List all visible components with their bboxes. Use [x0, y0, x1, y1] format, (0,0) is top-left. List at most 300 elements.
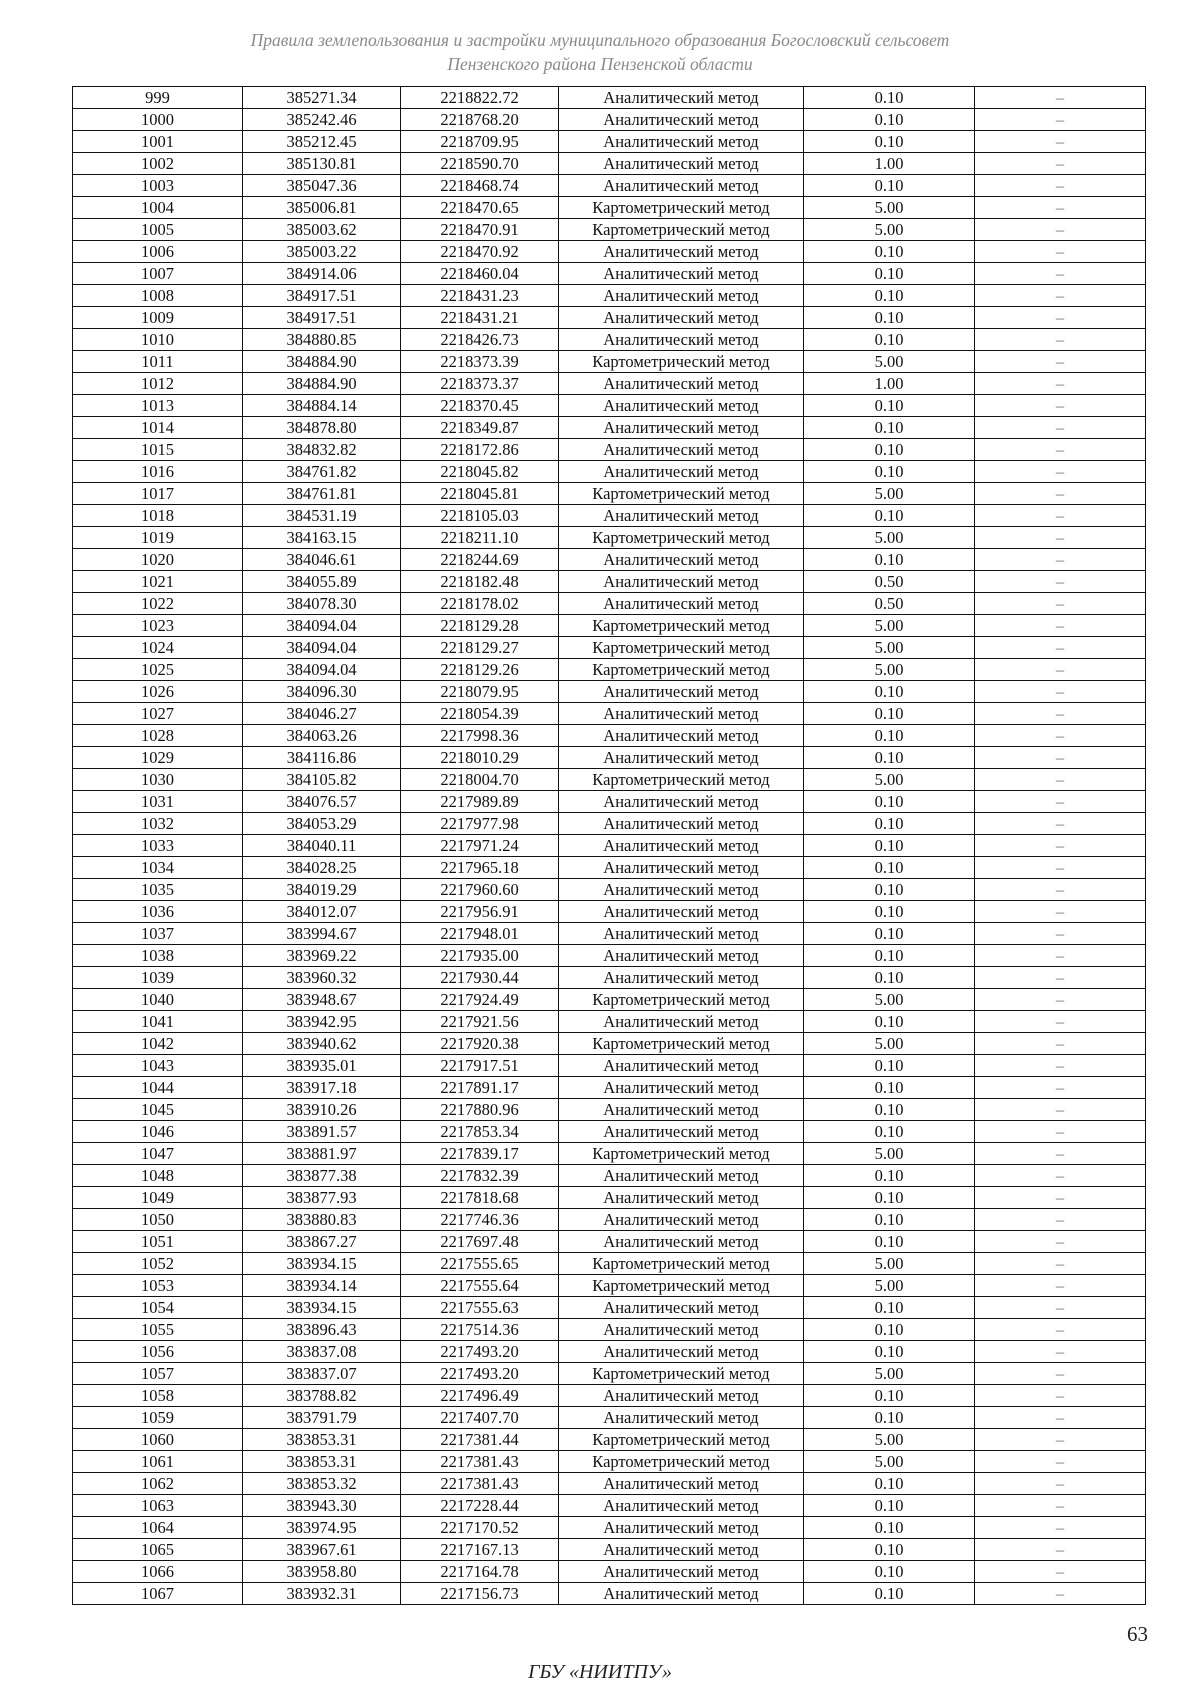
x-coordinate-cell: 384880.85 — [243, 329, 401, 351]
method-cell: Аналитический метод — [559, 307, 804, 329]
point-number-cell: 1040 — [73, 989, 243, 1011]
accuracy-cell: 0.10 — [804, 1583, 975, 1605]
table-row — [73, 197, 1146, 219]
note-cell: – — [975, 1231, 1146, 1253]
point-number-cell: 1038 — [73, 945, 243, 967]
point-number-cell: 1052 — [73, 1253, 243, 1275]
x-coordinate-cell: 384012.07 — [243, 901, 401, 923]
y-coordinate-cell: 2217956.91 — [401, 901, 559, 923]
point-number-cell: 1041 — [73, 1011, 243, 1033]
method-cell: Аналитический метод — [559, 1319, 804, 1341]
method-cell: Картометрический метод — [559, 1143, 804, 1165]
accuracy-cell: 0.10 — [804, 967, 975, 989]
x-coordinate-cell: 383934.14 — [243, 1275, 401, 1297]
y-coordinate-cell: 2218822.72 — [401, 87, 559, 109]
point-number-cell: 1039 — [73, 967, 243, 989]
accuracy-cell: 0.10 — [804, 1187, 975, 1209]
method-cell: Аналитический метод — [559, 1495, 804, 1517]
table-row — [73, 659, 1146, 681]
method-cell: Аналитический метод — [559, 813, 804, 835]
x-coordinate-cell: 385047.36 — [243, 175, 401, 197]
x-coordinate-cell: 383948.67 — [243, 989, 401, 1011]
table-row — [73, 967, 1146, 989]
table-row — [73, 571, 1146, 593]
method-cell: Аналитический метод — [559, 373, 804, 395]
note-cell: – — [975, 285, 1146, 307]
x-coordinate-cell: 383853.31 — [243, 1429, 401, 1451]
point-number-cell: 1001 — [73, 131, 243, 153]
point-number-cell: 1006 — [73, 241, 243, 263]
accuracy-cell: 0.10 — [804, 1341, 975, 1363]
accuracy-cell: 0.10 — [804, 857, 975, 879]
accuracy-cell: 1.00 — [804, 153, 975, 175]
y-coordinate-cell: 2218768.20 — [401, 109, 559, 131]
table-row — [73, 263, 1146, 285]
accuracy-cell: 0.10 — [804, 1495, 975, 1517]
x-coordinate-cell: 383837.08 — [243, 1341, 401, 1363]
table-row — [73, 747, 1146, 769]
method-cell: Картометрический метод — [559, 1253, 804, 1275]
accuracy-cell: 0.10 — [804, 1011, 975, 1033]
y-coordinate-cell: 2217228.44 — [401, 1495, 559, 1517]
method-cell: Аналитический метод — [559, 87, 804, 109]
x-coordinate-cell: 384878.80 — [243, 417, 401, 439]
y-coordinate-cell: 2217948.01 — [401, 923, 559, 945]
note-cell: – — [975, 1275, 1146, 1297]
y-coordinate-cell: 2217555.65 — [401, 1253, 559, 1275]
x-coordinate-cell: 384094.04 — [243, 615, 401, 637]
method-cell: Аналитический метод — [559, 1539, 804, 1561]
note-cell: – — [975, 153, 1146, 175]
accuracy-cell: 0.10 — [804, 285, 975, 307]
table-row — [73, 373, 1146, 395]
point-number-cell: 1004 — [73, 197, 243, 219]
x-coordinate-cell: 383880.83 — [243, 1209, 401, 1231]
table-row — [73, 1495, 1146, 1517]
x-coordinate-cell: 384884.90 — [243, 351, 401, 373]
point-number-cell: 1033 — [73, 835, 243, 857]
method-cell: Аналитический метод — [559, 1341, 804, 1363]
x-coordinate-cell: 383943.30 — [243, 1495, 401, 1517]
point-number-cell: 1005 — [73, 219, 243, 241]
table-row — [73, 1385, 1146, 1407]
table-row — [73, 1209, 1146, 1231]
point-number-cell: 1003 — [73, 175, 243, 197]
accuracy-cell: 0.10 — [804, 1055, 975, 1077]
accuracy-cell: 5.00 — [804, 615, 975, 637]
accuracy-cell: 0.10 — [804, 703, 975, 725]
method-cell: Аналитический метод — [559, 1407, 804, 1429]
note-cell: – — [975, 1561, 1146, 1583]
method-cell: Аналитический метод — [559, 901, 804, 923]
note-cell: – — [975, 725, 1146, 747]
x-coordinate-cell: 385003.22 — [243, 241, 401, 263]
note-cell: – — [975, 197, 1146, 219]
note-cell: – — [975, 175, 1146, 197]
page-footer: ГБУ «НИИТПУ» — [528, 1661, 672, 1683]
method-cell: Аналитический метод — [559, 1121, 804, 1143]
accuracy-cell: 0.10 — [804, 725, 975, 747]
table-row — [73, 87, 1146, 109]
accuracy-cell: 5.00 — [804, 483, 975, 505]
method-cell: Аналитический метод — [559, 835, 804, 857]
note-cell: – — [975, 1341, 1146, 1363]
note-cell: – — [975, 483, 1146, 505]
table-row — [73, 1165, 1146, 1187]
table-row — [73, 153, 1146, 175]
accuracy-cell: 5.00 — [804, 351, 975, 373]
method-cell: Картометрический метод — [559, 1451, 804, 1473]
table-row — [73, 483, 1146, 505]
point-number-cell: 1014 — [73, 417, 243, 439]
y-coordinate-cell: 2217555.64 — [401, 1275, 559, 1297]
accuracy-cell: 0.10 — [804, 1561, 975, 1583]
x-coordinate-cell: 384094.04 — [243, 659, 401, 681]
table-row — [73, 549, 1146, 571]
x-coordinate-cell: 384914.06 — [243, 263, 401, 285]
x-coordinate-cell: 384046.27 — [243, 703, 401, 725]
x-coordinate-cell: 383853.32 — [243, 1473, 401, 1495]
method-cell: Аналитический метод — [559, 1209, 804, 1231]
table-row — [73, 637, 1146, 659]
y-coordinate-cell: 2217164.78 — [401, 1561, 559, 1583]
x-coordinate-cell: 383974.95 — [243, 1517, 401, 1539]
point-number-cell: 1037 — [73, 923, 243, 945]
point-number-cell: 1065 — [73, 1539, 243, 1561]
accuracy-cell: 0.10 — [804, 813, 975, 835]
y-coordinate-cell: 2218129.26 — [401, 659, 559, 681]
point-number-cell: 1056 — [73, 1341, 243, 1363]
method-cell: Аналитический метод — [559, 241, 804, 263]
point-number-cell: 1026 — [73, 681, 243, 703]
note-cell: – — [975, 1209, 1146, 1231]
point-number-cell: 1035 — [73, 879, 243, 901]
accuracy-cell: 5.00 — [804, 527, 975, 549]
y-coordinate-cell: 2217977.98 — [401, 813, 559, 835]
x-coordinate-cell: 384917.51 — [243, 307, 401, 329]
table-row — [73, 615, 1146, 637]
note-cell: – — [975, 417, 1146, 439]
y-coordinate-cell: 2218045.81 — [401, 483, 559, 505]
accuracy-cell: 5.00 — [804, 219, 975, 241]
note-cell: – — [975, 351, 1146, 373]
accuracy-cell: 5.00 — [804, 1253, 975, 1275]
table-row — [73, 813, 1146, 835]
accuracy-cell: 0.10 — [804, 439, 975, 461]
y-coordinate-cell: 2217832.39 — [401, 1165, 559, 1187]
note-cell: – — [975, 791, 1146, 813]
point-number-cell: 1051 — [73, 1231, 243, 1253]
note-cell: – — [975, 747, 1146, 769]
method-cell: Аналитический метод — [559, 417, 804, 439]
point-number-cell: 1058 — [73, 1385, 243, 1407]
x-coordinate-cell: 383935.01 — [243, 1055, 401, 1077]
y-coordinate-cell: 2218045.82 — [401, 461, 559, 483]
point-number-cell: 1057 — [73, 1363, 243, 1385]
table-row — [73, 285, 1146, 307]
table-row — [73, 1143, 1146, 1165]
point-number-cell: 1013 — [73, 395, 243, 417]
note-cell: – — [975, 1319, 1146, 1341]
x-coordinate-cell: 385271.34 — [243, 87, 401, 109]
table-row — [73, 923, 1146, 945]
point-number-cell: 1048 — [73, 1165, 243, 1187]
x-coordinate-cell: 384028.25 — [243, 857, 401, 879]
point-number-cell: 1015 — [73, 439, 243, 461]
x-coordinate-cell: 384063.26 — [243, 725, 401, 747]
note-cell: – — [975, 901, 1146, 923]
y-coordinate-cell: 2217891.17 — [401, 1077, 559, 1099]
table-row — [73, 945, 1146, 967]
y-coordinate-cell: 2217493.20 — [401, 1363, 559, 1385]
table-row — [73, 1341, 1146, 1363]
y-coordinate-cell: 2218470.91 — [401, 219, 559, 241]
point-number-cell: 1002 — [73, 153, 243, 175]
table-row — [73, 1319, 1146, 1341]
note-cell: – — [975, 1429, 1146, 1451]
method-cell: Аналитический метод — [559, 285, 804, 307]
x-coordinate-cell: 384094.04 — [243, 637, 401, 659]
table-row — [73, 1077, 1146, 1099]
note-cell: – — [975, 241, 1146, 263]
x-coordinate-cell: 384832.82 — [243, 439, 401, 461]
method-cell: Картометрический метод — [559, 637, 804, 659]
note-cell: – — [975, 571, 1146, 593]
x-coordinate-cell: 383942.95 — [243, 1011, 401, 1033]
accuracy-cell: 0.10 — [804, 1231, 975, 1253]
table-row — [73, 879, 1146, 901]
x-coordinate-cell: 383788.82 — [243, 1385, 401, 1407]
point-number-cell: 1044 — [73, 1077, 243, 1099]
method-cell: Картометрический метод — [559, 1033, 804, 1055]
table-row — [73, 1033, 1146, 1055]
method-cell: Аналитический метод — [559, 109, 804, 131]
method-cell: Картометрический метод — [559, 659, 804, 681]
note-cell: – — [975, 527, 1146, 549]
note-cell: – — [975, 373, 1146, 395]
accuracy-cell: 5.00 — [804, 1451, 975, 1473]
method-cell: Аналитический метод — [559, 1385, 804, 1407]
accuracy-cell: 0.10 — [804, 901, 975, 923]
point-number-cell: 1012 — [73, 373, 243, 395]
method-cell: Аналитический метод — [559, 329, 804, 351]
accuracy-cell: 0.10 — [804, 175, 975, 197]
accuracy-cell: 0.50 — [804, 571, 975, 593]
table-row — [73, 1231, 1146, 1253]
method-cell: Аналитический метод — [559, 879, 804, 901]
x-coordinate-cell: 384917.51 — [243, 285, 401, 307]
method-cell: Аналитический метод — [559, 505, 804, 527]
x-coordinate-cell: 384105.82 — [243, 769, 401, 791]
accuracy-cell: 0.10 — [804, 1121, 975, 1143]
y-coordinate-cell: 2217924.49 — [401, 989, 559, 1011]
note-cell: – — [975, 307, 1146, 329]
x-coordinate-cell: 385003.62 — [243, 219, 401, 241]
table-row — [73, 1473, 1146, 1495]
header-title-line-1: Правила землепользования и застройки муниципального образования Богословский сельсовет — [250, 30, 950, 50]
table-row — [73, 1517, 1146, 1539]
point-number-cell: 1059 — [73, 1407, 243, 1429]
accuracy-cell: 0.10 — [804, 131, 975, 153]
y-coordinate-cell: 2217381.43 — [401, 1451, 559, 1473]
method-cell: Картометрический метод — [559, 219, 804, 241]
method-cell: Аналитический метод — [559, 461, 804, 483]
y-coordinate-cell: 2218172.86 — [401, 439, 559, 461]
point-number-cell: 1019 — [73, 527, 243, 549]
accuracy-cell: 0.10 — [804, 395, 975, 417]
y-coordinate-cell: 2218054.39 — [401, 703, 559, 725]
table-row — [73, 505, 1146, 527]
method-cell: Аналитический метод — [559, 703, 804, 725]
note-cell: – — [975, 329, 1146, 351]
y-coordinate-cell: 2217167.13 — [401, 1539, 559, 1561]
accuracy-cell: 0.10 — [804, 1539, 975, 1561]
point-number-cell: 1016 — [73, 461, 243, 483]
note-cell: – — [975, 1473, 1146, 1495]
table-row — [73, 1055, 1146, 1077]
method-cell: Аналитический метод — [559, 1517, 804, 1539]
method-cell: Аналитический метод — [559, 1231, 804, 1253]
y-coordinate-cell: 2217170.52 — [401, 1517, 559, 1539]
table-row — [73, 131, 1146, 153]
y-coordinate-cell: 2217156.73 — [401, 1583, 559, 1605]
x-coordinate-cell: 383910.26 — [243, 1099, 401, 1121]
note-cell: – — [975, 1011, 1146, 1033]
note-cell: – — [975, 1033, 1146, 1055]
table-row — [73, 703, 1146, 725]
accuracy-cell: 0.10 — [804, 1077, 975, 1099]
x-coordinate-cell: 383967.61 — [243, 1539, 401, 1561]
x-coordinate-cell: 383837.07 — [243, 1363, 401, 1385]
point-number-cell: 1032 — [73, 813, 243, 835]
y-coordinate-cell: 2217496.49 — [401, 1385, 559, 1407]
table-row — [73, 1451, 1146, 1473]
accuracy-cell: 0.10 — [804, 1473, 975, 1495]
accuracy-cell: 0.10 — [804, 1209, 975, 1231]
method-cell: Аналитический метод — [559, 1297, 804, 1319]
point-number-cell: 999 — [73, 87, 243, 109]
y-coordinate-cell: 2218079.95 — [401, 681, 559, 703]
y-coordinate-cell: 2217935.00 — [401, 945, 559, 967]
x-coordinate-cell: 384096.30 — [243, 681, 401, 703]
table-row — [73, 1253, 1146, 1275]
x-coordinate-cell: 384040.11 — [243, 835, 401, 857]
note-cell: – — [975, 857, 1146, 879]
note-cell: – — [975, 263, 1146, 285]
y-coordinate-cell: 2217930.44 — [401, 967, 559, 989]
accuracy-cell: 5.00 — [804, 197, 975, 219]
y-coordinate-cell: 2217920.38 — [401, 1033, 559, 1055]
table-row — [73, 1011, 1146, 1033]
accuracy-cell: 0.10 — [804, 461, 975, 483]
x-coordinate-cell: 383960.32 — [243, 967, 401, 989]
method-cell: Аналитический метод — [559, 725, 804, 747]
accuracy-cell: 0.10 — [804, 879, 975, 901]
accuracy-cell: 0.10 — [804, 307, 975, 329]
note-cell: – — [975, 219, 1146, 241]
point-number-cell: 1023 — [73, 615, 243, 637]
point-number-cell: 1030 — [73, 769, 243, 791]
y-coordinate-cell: 2217921.56 — [401, 1011, 559, 1033]
point-number-cell: 1010 — [73, 329, 243, 351]
note-cell: – — [975, 967, 1146, 989]
table-row — [73, 989, 1146, 1011]
point-number-cell: 1043 — [73, 1055, 243, 1077]
table-row — [73, 1407, 1146, 1429]
x-coordinate-cell: 385212.45 — [243, 131, 401, 153]
table-row — [73, 1121, 1146, 1143]
x-coordinate-cell: 384884.14 — [243, 395, 401, 417]
method-cell: Аналитический метод — [559, 131, 804, 153]
method-cell: Аналитический метод — [559, 263, 804, 285]
note-cell: – — [975, 659, 1146, 681]
method-cell: Аналитический метод — [559, 395, 804, 417]
method-cell: Аналитический метод — [559, 1473, 804, 1495]
table-row — [73, 835, 1146, 857]
note-cell: – — [975, 615, 1146, 637]
point-number-cell: 1028 — [73, 725, 243, 747]
note-cell: – — [975, 769, 1146, 791]
note-cell: – — [975, 879, 1146, 901]
x-coordinate-cell: 384761.82 — [243, 461, 401, 483]
note-cell: – — [975, 109, 1146, 131]
point-number-cell: 1034 — [73, 857, 243, 879]
accuracy-cell: 0.10 — [804, 1099, 975, 1121]
table-row — [73, 1429, 1146, 1451]
table-row — [73, 1561, 1146, 1583]
note-cell: – — [975, 549, 1146, 571]
note-cell: – — [975, 1297, 1146, 1319]
method-cell: Аналитический метод — [559, 681, 804, 703]
y-coordinate-cell: 2218211.10 — [401, 527, 559, 549]
point-number-cell: 1064 — [73, 1517, 243, 1539]
note-cell: – — [975, 1099, 1146, 1121]
table-row — [73, 329, 1146, 351]
table-row — [73, 461, 1146, 483]
y-coordinate-cell: 2217407.70 — [401, 1407, 559, 1429]
y-coordinate-cell: 2218349.87 — [401, 417, 559, 439]
note-cell: – — [975, 1077, 1146, 1099]
table-row — [73, 1363, 1146, 1385]
x-coordinate-cell: 383934.15 — [243, 1297, 401, 1319]
accuracy-cell: 0.10 — [804, 1407, 975, 1429]
point-number-cell: 1046 — [73, 1121, 243, 1143]
y-coordinate-cell: 2218470.65 — [401, 197, 559, 219]
point-number-cell: 1062 — [73, 1473, 243, 1495]
note-cell: – — [975, 1539, 1146, 1561]
point-number-cell: 1042 — [73, 1033, 243, 1055]
table-row — [73, 395, 1146, 417]
accuracy-cell: 5.00 — [804, 1429, 975, 1451]
note-cell: – — [975, 703, 1146, 725]
y-coordinate-cell: 2218004.70 — [401, 769, 559, 791]
table-row — [73, 417, 1146, 439]
y-coordinate-cell: 2217381.43 — [401, 1473, 559, 1495]
note-cell: – — [975, 1121, 1146, 1143]
note-cell: – — [975, 813, 1146, 835]
point-number-cell: 1011 — [73, 351, 243, 373]
note-cell: – — [975, 989, 1146, 1011]
accuracy-cell: 0.10 — [804, 1319, 975, 1341]
x-coordinate-cell: 383958.80 — [243, 1561, 401, 1583]
point-number-cell: 1000 — [73, 109, 243, 131]
method-cell: Картометрический метод — [559, 351, 804, 373]
point-number-cell: 1021 — [73, 571, 243, 593]
table-row — [73, 725, 1146, 747]
point-number-cell: 1007 — [73, 263, 243, 285]
x-coordinate-cell: 384884.90 — [243, 373, 401, 395]
method-cell: Картометрический метод — [559, 989, 804, 1011]
